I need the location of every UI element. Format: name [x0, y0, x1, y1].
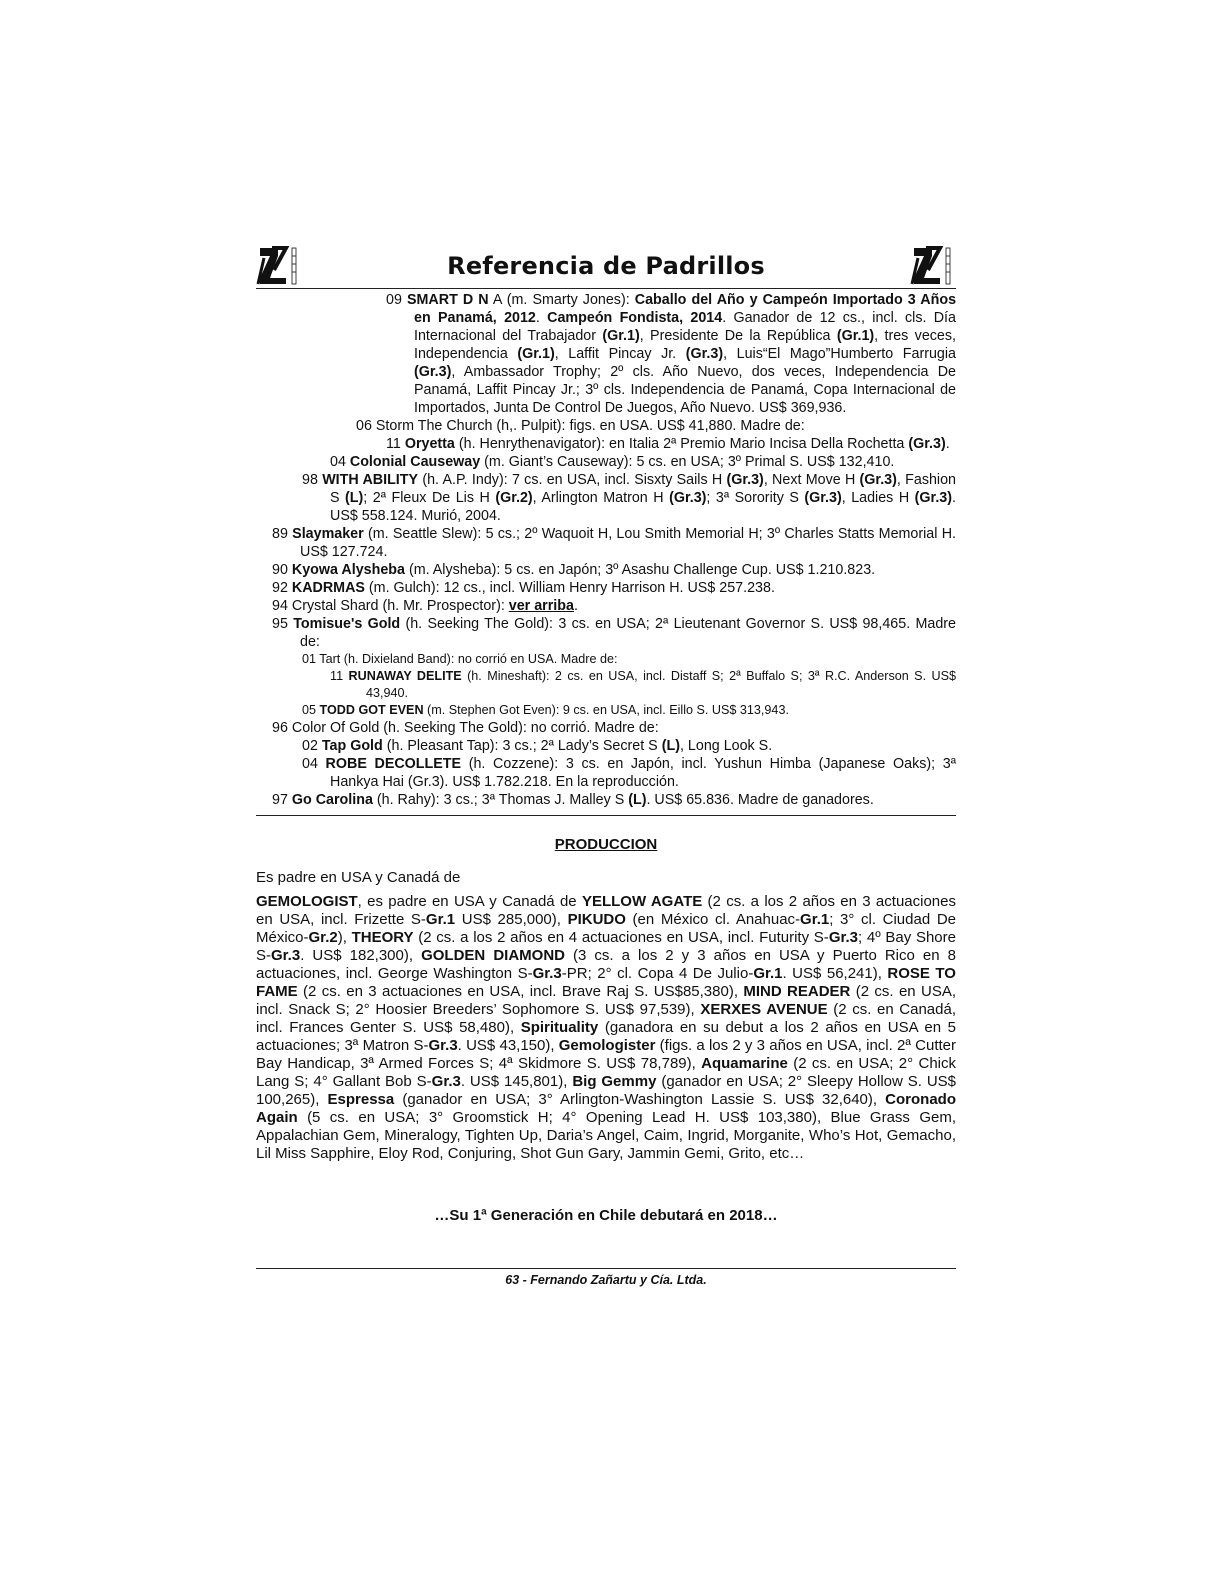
page-header	[256, 240, 956, 289]
text-segment: (h. A.P. Indy): 7 cs. en USA, incl. Sisxty Sails H	[418, 472, 727, 488]
text-segment: , Ladies H	[841, 490, 915, 506]
pedigree-entry	[256, 719, 956, 737]
pedigree-entry	[256, 755, 956, 791]
bold-text: THEORY	[351, 929, 414, 946]
document-page	[256, 240, 956, 1287]
bold-text: SMART D N	[406, 292, 489, 308]
text-segment: ; 4º Bay Shore S-	[256, 929, 956, 964]
bold-text: Gr.3	[428, 1037, 458, 1054]
pedigree-entry	[256, 597, 956, 615]
bold-text: Gr.3	[271, 947, 301, 964]
bold-text: KADRMAS	[291, 580, 365, 596]
text-segment: 98	[302, 472, 323, 488]
bold-text: (Gr.1)	[836, 328, 875, 344]
bold-text: Gr.2	[308, 929, 338, 946]
text-segment: 97	[272, 792, 292, 808]
text-segment: (h. Seeking The Gold): 3 cs. en USA; 2ª Lieutenant Governor S. US$ 98,465. Madre de:	[300, 616, 957, 650]
pedigree-entry	[256, 579, 956, 597]
text-segment: (2 cs. a los 2 años en 3 actuaciones en USA, incl. Frizette S-	[256, 893, 956, 928]
text-segment: , tres veces, Independencia	[414, 328, 956, 362]
text-segment: . Ganador de 12 cs., incl. cls. Día Internacional del Trabajador	[414, 310, 956, 344]
text-segment: , Arlington Matron H	[532, 490, 670, 506]
text-segment: , Long Look S.	[679, 738, 773, 754]
bold-text: MIND READER	[743, 983, 851, 1000]
text-segment: 11	[330, 669, 349, 683]
text-segment: (m. Giant’s Causeway): 5 cs. en USA; 3º Primal S. US$ 132,410.	[480, 454, 895, 470]
text-segment: , Laffit Pincay Jr.	[554, 346, 686, 362]
bold-text: (Gr.1)	[517, 346, 555, 362]
closing-line: …Su 1ª Generación en Chile debutará en 2018…	[434, 1207, 778, 1224]
text-segment: . US$ 56,241),	[782, 965, 888, 982]
text-segment: 02	[302, 738, 322, 754]
text-segment: 95	[272, 616, 294, 632]
bold-text: GOLDEN DIAMOND	[421, 947, 565, 964]
section-title: PRODUCCION	[554, 836, 658, 853]
pedigree-entry	[256, 453, 956, 471]
footer-divider	[256, 1268, 956, 1269]
bold-text: Gr.3	[532, 965, 562, 982]
text-segment: (m. Stephen Got Even): 9 cs. en USA, incl. Eillo S. US$ 313,943.	[423, 703, 789, 717]
text-segment: (h. Cozzene): 3 cs. en Japón, incl. Yushun Himba (Japanese Oaks); 3ª Hankya Hai (Gr.3). US$ 1.782.218. En la reproducción.	[330, 756, 956, 790]
text-segment: 92	[272, 580, 292, 596]
pedigree-entry	[256, 615, 956, 651]
text-segment: 04	[302, 756, 326, 772]
bold-text: Tomisue's Gold	[293, 616, 401, 632]
text-segment: (h. Pleasant Tap): 3 cs.; 2ª Lady’s Secret S	[382, 738, 662, 754]
text-segment: (2 cs. a los 2 años en 4 actuaciones en USA, incl. Futurity S-	[413, 929, 829, 946]
bold-text: TODD GOT EVEN	[319, 703, 424, 717]
section-divider	[256, 815, 956, 816]
bold-text: Gemologister	[558, 1037, 656, 1054]
bold-text: ROSE TO FAME	[256, 965, 956, 1000]
bold-text: Gr.1	[425, 911, 456, 928]
text-segment: .	[945, 436, 950, 452]
bold-text: Colonial Causeway	[349, 454, 481, 470]
text-segment: . US$ 43,150),	[457, 1037, 559, 1054]
bold-text: Oryetta	[404, 436, 455, 452]
text-segment: (h. Henrythenavigator): en Italia 2ª Premio Mario Incisa Della Rochetta	[454, 436, 909, 452]
bold-text: Coronado Again	[256, 1091, 956, 1126]
bold-text: Espressa	[327, 1091, 395, 1108]
text-segment: -PR; 2° cl. Copa 4 De Julio-	[561, 965, 754, 982]
text-segment: , Luis“El Mago”Humberto Farrugia	[723, 346, 956, 362]
pedigree-entry	[256, 525, 956, 561]
bold-text: Gr.3	[828, 929, 858, 946]
text-segment: . US$ 558.124. Murió, 2004.	[330, 490, 956, 524]
text-segment: US$ 285,000),	[455, 911, 568, 928]
text-segment: (en México cl. Anahuac-	[625, 911, 801, 928]
bold-text: Campeón Fondista, 2014	[547, 310, 723, 326]
bold-text: (Gr.3)	[414, 364, 452, 380]
text-segment: (ganadora en su debut a los 2 años en USA en 5 actuaciones; 3ª Matron S-	[256, 1019, 956, 1054]
text-segment: (ganador en USA; 2° Sleepy Hollow S. US$ 100,265),	[256, 1073, 957, 1108]
bold-text: ROBE DECOLLETE	[325, 756, 462, 772]
text-segment: (m. Seattle Slew): 5 cs.; 2º Waquoit H, Lou Smith Memorial H; 3º Charles Statts Memorial H. US$ 127.724.	[300, 526, 956, 560]
text-segment: 96 Color Of Gold (h. Seeking The Gold): no corrió. Madre de:	[272, 720, 659, 736]
text-segment: 94 Crystal Shard (h. Mr. Prospector):	[272, 598, 509, 614]
bold-text: (Gr.1)	[602, 328, 640, 344]
pedigree-entry	[256, 417, 956, 435]
text-segment: .	[573, 598, 578, 614]
bold-text: (L)	[661, 738, 680, 754]
bold-text: (Gr.3)	[669, 490, 707, 506]
stud-logo-icon	[910, 244, 956, 288]
text-segment: 89	[272, 526, 293, 542]
bold-text: Go Carolina	[291, 792, 373, 808]
text-segment: 90	[272, 562, 292, 578]
production-body	[256, 893, 956, 1163]
text-segment: , Next Move H	[763, 472, 860, 488]
text-segment: (5 cs. en USA; 3° Groomstick H; 4° Opening Lead H. US$ 103,380), Blue Grass Gem, Appalachian Gem, Mineralogy, Tighten Up, Daria’s Angel, Caim, Ingrid, Morganite, Who’s Hot, Gemacho, Lil Miss Sapphire, Eloy Rod, Conjuring, Shot Gun Gary, Jammin Gemi, Grito, etc…	[256, 1109, 956, 1162]
pedigree-entry	[256, 471, 956, 525]
text-segment: (m. Gulch): 12 cs., incl. William Henry Harrison H. US$ 257.238.	[364, 580, 775, 596]
text-segment: 09	[386, 292, 407, 308]
pedigree-entry	[256, 435, 956, 453]
bold-text: (Gr.3)	[908, 436, 946, 452]
text-segment: .	[535, 310, 548, 326]
text-segment: (2 cs. en USA, incl. Snack S; 2° Hoosier Breeders’ Sophomore S. US$ 97,539),	[256, 983, 956, 1018]
pedigree-entries	[256, 291, 956, 809]
text-segment: (m. Alysheba): 5 cs. en Japón; 3º Asashu Challenge Cup. US$ 1.210.823.	[404, 562, 876, 578]
bold-text: Aquamarine	[701, 1055, 788, 1072]
bold-text: GEMOLOGIST	[256, 893, 358, 910]
bold-text: RUNAWAY DELITE	[348, 669, 462, 683]
text-segment: 01 Tart (h. Dixieland Band): no corrió en USA. Madre de:	[302, 652, 618, 666]
bold-text: YELLOW AGATE	[581, 893, 703, 910]
bold-text: WITH ABILITY	[322, 472, 419, 488]
bold-text: (Gr.3)	[685, 346, 724, 362]
bold-text: (L)	[345, 490, 364, 506]
bold-text: Caballo del Año y Campeón Importado 3 Años en Panamá, 2012	[414, 292, 957, 326]
bold-text: Spirituality	[520, 1019, 599, 1036]
text-segment: , Presidente De la República	[639, 328, 837, 344]
text-segment: 04	[330, 454, 350, 470]
production-intro: Es padre en USA y Canadá de	[256, 869, 461, 886]
pedigree-entry	[256, 791, 956, 809]
bold-text: (Gr.3)	[726, 472, 764, 488]
bold-text: (Gr.2)	[495, 490, 533, 506]
bold-text: Kyowa Alysheba	[291, 562, 405, 578]
cross-reference: ver arriba	[508, 598, 574, 614]
bold-text: Gr.3	[431, 1073, 461, 1090]
text-segment: 06 Storm The Church (h,. Pulpit): figs. en USA. US$ 41,880. Madre de:	[356, 418, 805, 434]
text-segment: ; 3° cl. Ciudad De México-	[256, 911, 956, 946]
text-segment: . US$ 145,801),	[460, 1073, 573, 1090]
text-segment: ),	[337, 929, 352, 946]
pedigree-entry	[256, 291, 956, 417]
bold-text: (Gr.3)	[914, 490, 952, 506]
pedigree-entry	[256, 561, 956, 579]
text-segment: (figs. a los 2 y 3 años en USA, incl. 2ª Cutter Bay Handicap, 3ª Armed Forces S; 4ª Skidmore S. US$ 78,789),	[256, 1037, 956, 1072]
bold-text: Slaymaker	[292, 526, 364, 542]
text-segment: A (m. Smarty Jones):	[488, 292, 635, 308]
text-segment: ; 3ª Sorority S	[706, 490, 805, 506]
bold-text: XERXES AVENUE	[700, 1001, 828, 1018]
bold-text: Gr.1	[753, 965, 783, 982]
text-segment: ; 2ª Fleux De Lis H	[363, 490, 496, 506]
bold-text: PIKUDO	[567, 911, 626, 928]
bold-underlined-text	[509, 598, 574, 614]
bold-text: Big Gemmy	[572, 1073, 657, 1090]
page-title: Referencia de Padrillos	[447, 252, 765, 280]
text-segment: , Ambassador Trophy; 2º cls. Año Nuevo, dos veces, Independencia De Panamá, Laffit Pincay Jr.; 3º cls. Independencia de Panamá, Copa Internacional de Importados, Junta De Control De Juegos, Año Nuevo. US$ 369,936.	[414, 364, 956, 416]
text-segment: (2 cs. en USA; 2° Chick Lang S; 4° Gallant Bob S-	[256, 1055, 956, 1090]
text-segment: . US$ 182,300),	[300, 947, 422, 964]
bold-text: (L)	[628, 792, 647, 808]
pedigree-entry	[256, 702, 956, 719]
text-segment: , es padre en USA y Canadá de	[357, 893, 582, 910]
text-segment: (2 cs. en Canadá, incl. Frances Genter S. US$ 58,480),	[256, 1001, 957, 1036]
page-footer: 63 - Fernando Zañartu y Cía. Ltda.	[505, 1273, 707, 1287]
text-segment: (2 cs. en 3 actuaciones en USA, incl. Brave Raj S. US$85,380),	[297, 983, 744, 1000]
text-segment: , Fashion S	[330, 472, 956, 506]
text-segment: (h. Mineshaft): 2 cs. en USA, incl. Distaff S; 2ª Buffalo S; 3ª R.C. Anderson S. US$ 43,940.	[366, 669, 956, 700]
pedigree-entry	[256, 651, 956, 668]
text-segment: (3 cs. a los 2 y 3 años en USA y Puerto Rico en 8 actuaciones, incl. George Washington S-	[256, 947, 956, 982]
bold-text: (Gr.3)	[804, 490, 842, 506]
text-segment: (ganador en USA; 3° Arlington-Washington Lassie S. US$ 32,640),	[394, 1091, 886, 1108]
pedigree-entry	[256, 668, 956, 702]
text-segment: . US$ 65.836. Madre de ganadores.	[646, 792, 874, 808]
bold-text: Tap Gold	[321, 738, 383, 754]
text-segment: 05	[302, 703, 320, 717]
bold-text: Gr.1	[800, 911, 830, 928]
bold-text: (Gr.3)	[859, 472, 897, 488]
text-segment: 11	[386, 436, 405, 452]
pedigree-entry	[256, 737, 956, 755]
text-segment: (h. Rahy): 3 cs.; 3ª Thomas J. Malley S	[372, 792, 629, 808]
